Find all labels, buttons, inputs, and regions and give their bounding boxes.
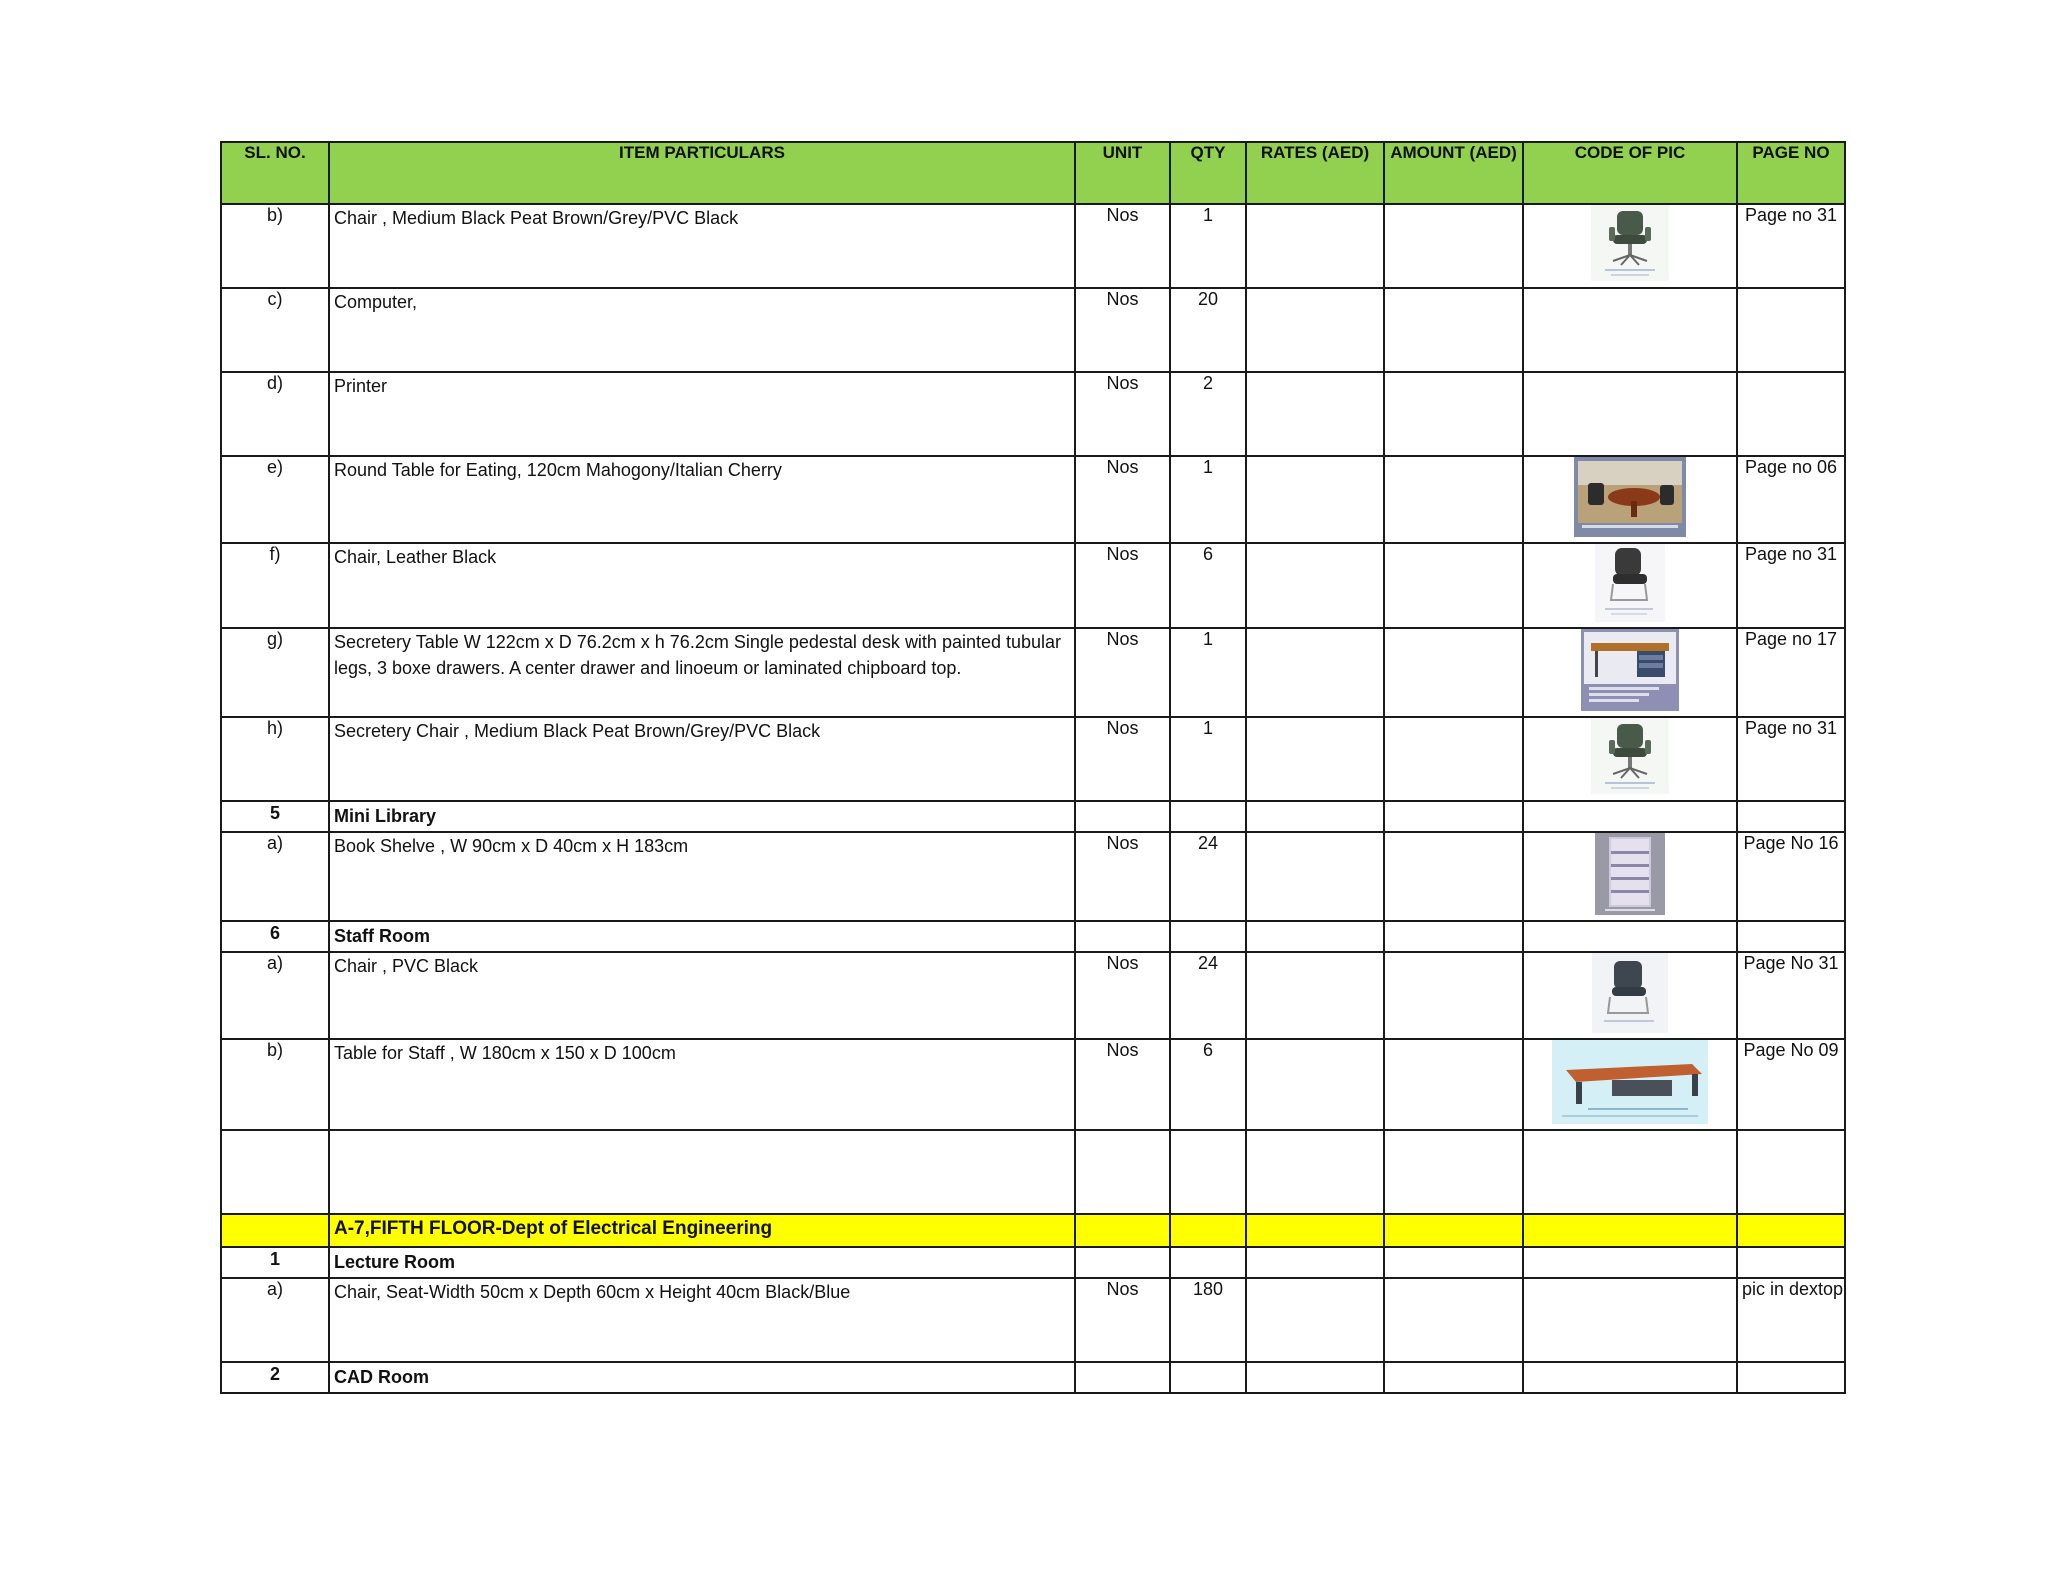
- amount-cell: [1384, 921, 1523, 952]
- rates-cell: [1246, 543, 1384, 628]
- code-of-pic-cell: [1523, 1362, 1737, 1393]
- qty-cell: [1170, 801, 1246, 832]
- table-row: [221, 1278, 1845, 1362]
- rates-cell: [1246, 372, 1384, 456]
- item-particulars-cell: Table for Staff , W 180cm x 150 x D 100cm: [329, 1039, 1075, 1130]
- qty-cell: 180: [1170, 1278, 1246, 1362]
- table-row: [221, 288, 1845, 372]
- sl-no-cell: a): [221, 952, 329, 1039]
- code-of-pic-cell: [1523, 1039, 1737, 1130]
- item-particulars-cell: Round Table for Eating, 120cm Mahogony/Italian Cherry: [329, 456, 1075, 543]
- unit-cell: Nos: [1075, 1039, 1170, 1130]
- amount-cell: [1384, 1362, 1523, 1393]
- table-row: [221, 1039, 1845, 1130]
- sl-no-cell: [221, 1214, 329, 1247]
- unit-cell: Nos: [1075, 543, 1170, 628]
- unit-cell: Nos: [1075, 1278, 1170, 1362]
- header-item-particulars: ITEM PARTICULARS: [329, 142, 1075, 204]
- rates-cell: [1246, 952, 1384, 1039]
- page-no-cell: [1737, 1214, 1845, 1247]
- table-row: [221, 372, 1845, 456]
- boq-table: [220, 141, 1846, 1394]
- sl-no-cell: 6: [221, 921, 329, 952]
- rates-cell: [1246, 1039, 1384, 1130]
- office-chair-icon: [1591, 718, 1669, 794]
- item-particulars-cell: Printer: [329, 372, 1075, 456]
- header-row: [221, 142, 1845, 204]
- rates-cell: [1246, 1278, 1384, 1362]
- code-of-pic-cell: [1523, 832, 1737, 921]
- sl-no-cell: b): [221, 204, 329, 288]
- section-row: [221, 1247, 1845, 1278]
- code-of-pic-cell: [1523, 288, 1737, 372]
- sl-no-cell: h): [221, 717, 329, 801]
- amount-cell: [1384, 543, 1523, 628]
- rates-cell: [1246, 832, 1384, 921]
- unit-cell: Nos: [1075, 628, 1170, 717]
- amount-cell: [1384, 801, 1523, 832]
- rates-cell: [1246, 456, 1384, 543]
- qty-cell: 24: [1170, 952, 1246, 1039]
- desk-icon: [1581, 629, 1679, 711]
- sl-no-cell: b): [221, 1039, 329, 1130]
- item-particulars-cell: Mini Library: [329, 801, 1075, 832]
- page-no-cell: Page no 06: [1737, 456, 1845, 543]
- page-no-cell: Page no 31: [1737, 717, 1845, 801]
- rates-cell: [1246, 921, 1384, 952]
- rates-cell: [1246, 801, 1384, 832]
- qty-cell: 1: [1170, 628, 1246, 717]
- page-no-cell: pic in dextop: [1737, 1278, 1845, 1362]
- sl-no-cell: d): [221, 372, 329, 456]
- unit-cell: Nos: [1075, 204, 1170, 288]
- rates-cell: [1246, 1130, 1384, 1214]
- table-body: [221, 204, 1845, 1393]
- unit-cell: Nos: [1075, 288, 1170, 372]
- code-of-pic-cell: [1523, 204, 1737, 288]
- unit-cell: [1075, 801, 1170, 832]
- unit-cell: Nos: [1075, 717, 1170, 801]
- rates-cell: [1246, 204, 1384, 288]
- item-particulars-cell: Secretery Table W 122cm x D 76.2cm x h 76.2cm Single pedestal desk with painted tubular legs, 3 boxe drawers. A center drawer and linoeum or laminated chipboard top.: [329, 628, 1075, 717]
- table-row: [221, 717, 1845, 801]
- qty-cell: [1170, 1362, 1246, 1393]
- table-row: [221, 543, 1845, 628]
- page-no-cell: [1737, 801, 1845, 832]
- unit-cell: Nos: [1075, 832, 1170, 921]
- amount-cell: [1384, 1039, 1523, 1130]
- amount-cell: [1384, 1214, 1523, 1247]
- page-no-cell: Page No 31: [1737, 952, 1845, 1039]
- amount-cell: [1384, 288, 1523, 372]
- code-of-pic-cell: [1523, 1247, 1737, 1278]
- item-particulars-cell: Chair , PVC Black: [329, 952, 1075, 1039]
- unit-cell: [1075, 1247, 1170, 1278]
- amount-cell: [1384, 832, 1523, 921]
- item-particulars-cell: Secretery Chair , Medium Black Peat Brown/Grey/PVC Black: [329, 717, 1075, 801]
- staff-table-icon: [1552, 1040, 1708, 1124]
- sl-no-cell: c): [221, 288, 329, 372]
- rates-cell: [1246, 628, 1384, 717]
- unit-cell: Nos: [1075, 952, 1170, 1039]
- item-particulars-cell: Chair, Leather Black: [329, 543, 1075, 628]
- amount-cell: [1384, 952, 1523, 1039]
- table-row: [221, 456, 1845, 543]
- sl-no-cell: [221, 1130, 329, 1214]
- leather-chair-icon: [1595, 544, 1665, 622]
- qty-cell: [1170, 1247, 1246, 1278]
- page-no-cell: Page No 16: [1737, 832, 1845, 921]
- code-of-pic-cell: [1523, 801, 1737, 832]
- page-no-cell: Page no 31: [1737, 543, 1845, 628]
- amount-cell: [1384, 628, 1523, 717]
- header-amount: AMOUNT (AED): [1384, 142, 1523, 204]
- unit-cell: [1075, 1214, 1170, 1247]
- unit-cell: [1075, 921, 1170, 952]
- page-no-cell: Page no 17: [1737, 628, 1845, 717]
- unit-cell: [1075, 1130, 1170, 1214]
- section-row: [221, 1362, 1845, 1393]
- table-row: [221, 832, 1845, 921]
- section-row: [221, 921, 1845, 952]
- header-page-no: PAGE NO: [1737, 142, 1845, 204]
- code-of-pic-cell: [1523, 628, 1737, 717]
- code-of-pic-cell: [1523, 372, 1737, 456]
- code-of-pic-cell: [1523, 456, 1737, 543]
- sl-no-cell: a): [221, 832, 329, 921]
- rates-cell: [1246, 288, 1384, 372]
- item-particulars-cell: Book Shelve , W 90cm x D 40cm x H 183cm: [329, 832, 1075, 921]
- page-no-cell: Page No 09: [1737, 1039, 1845, 1130]
- item-particulars-cell: CAD Room: [329, 1362, 1075, 1393]
- qty-cell: 1: [1170, 717, 1246, 801]
- visitor-chair-icon: [1592, 953, 1668, 1033]
- code-of-pic-cell: [1523, 717, 1737, 801]
- amount-cell: [1384, 717, 1523, 801]
- page-no-cell: [1737, 1130, 1845, 1214]
- rates-cell: [1246, 1214, 1384, 1247]
- amount-cell: [1384, 204, 1523, 288]
- table-row: [221, 952, 1845, 1039]
- item-particulars-cell: [329, 1130, 1075, 1214]
- code-of-pic-cell: [1523, 1278, 1737, 1362]
- header-unit: UNIT: [1075, 142, 1170, 204]
- qty-cell: 20: [1170, 288, 1246, 372]
- amount-cell: [1384, 456, 1523, 543]
- header-rates: RATES (AED): [1246, 142, 1384, 204]
- qty-cell: 2: [1170, 372, 1246, 456]
- item-particulars-cell: Chair , Medium Black Peat Brown/Grey/PVC Black: [329, 204, 1075, 288]
- amount-cell: [1384, 1130, 1523, 1214]
- page-no-cell: [1737, 288, 1845, 372]
- unit-cell: Nos: [1075, 372, 1170, 456]
- qty-cell: 24: [1170, 832, 1246, 921]
- sl-no-cell: f): [221, 543, 329, 628]
- code-of-pic-cell: [1523, 1130, 1737, 1214]
- header-code-of-pic: CODE OF PIC: [1523, 142, 1737, 204]
- rates-cell: [1246, 1362, 1384, 1393]
- code-of-pic-cell: [1523, 543, 1737, 628]
- amount-cell: [1384, 372, 1523, 456]
- qty-cell: [1170, 1214, 1246, 1247]
- round-table-photo: [1574, 457, 1686, 537]
- header-qty: QTY: [1170, 142, 1246, 204]
- page-no-cell: [1737, 1247, 1845, 1278]
- rates-cell: [1246, 1247, 1384, 1278]
- sl-no-cell: a): [221, 1278, 329, 1362]
- item-particulars-cell: Lecture Room: [329, 1247, 1075, 1278]
- item-particulars-cell: A-7,FIFTH FLOOR-Dept of Electrical Engineering: [329, 1214, 1075, 1247]
- code-of-pic-cell: [1523, 952, 1737, 1039]
- sl-no-cell: 5: [221, 801, 329, 832]
- page-no-cell: [1737, 372, 1845, 456]
- page-no-cell: [1737, 921, 1845, 952]
- code-of-pic-cell: [1523, 1214, 1737, 1247]
- section-row: [221, 801, 1845, 832]
- code-of-pic-cell: [1523, 921, 1737, 952]
- item-particulars-cell: Chair, Seat-Width 50cm x Depth 60cm x Height 40cm Black/Blue: [329, 1278, 1075, 1362]
- table-row: [221, 628, 1845, 717]
- qty-cell: [1170, 921, 1246, 952]
- sl-no-cell: 2: [221, 1362, 329, 1393]
- unit-cell: [1075, 1362, 1170, 1393]
- floor-heading-row: [221, 1214, 1845, 1247]
- table-row: [221, 204, 1845, 288]
- item-particulars-cell: Staff Room: [329, 921, 1075, 952]
- qty-cell: [1170, 1130, 1246, 1214]
- amount-cell: [1384, 1278, 1523, 1362]
- bookshelf-icon: [1595, 833, 1665, 915]
- table-row: [221, 1130, 1845, 1214]
- qty-cell: 6: [1170, 1039, 1246, 1130]
- page-no-cell: Page no 31: [1737, 204, 1845, 288]
- unit-cell: Nos: [1075, 456, 1170, 543]
- page-no-cell: [1737, 1362, 1845, 1393]
- sl-no-cell: e): [221, 456, 329, 543]
- rates-cell: [1246, 717, 1384, 801]
- amount-cell: [1384, 1247, 1523, 1278]
- qty-cell: 6: [1170, 543, 1246, 628]
- qty-cell: 1: [1170, 204, 1246, 288]
- item-particulars-cell: Computer,: [329, 288, 1075, 372]
- qty-cell: 1: [1170, 456, 1246, 543]
- office-chair-icon: [1591, 205, 1669, 281]
- sl-no-cell: 1: [221, 1247, 329, 1278]
- header-sl-no: SL. NO.: [221, 142, 329, 204]
- sl-no-cell: g): [221, 628, 329, 717]
